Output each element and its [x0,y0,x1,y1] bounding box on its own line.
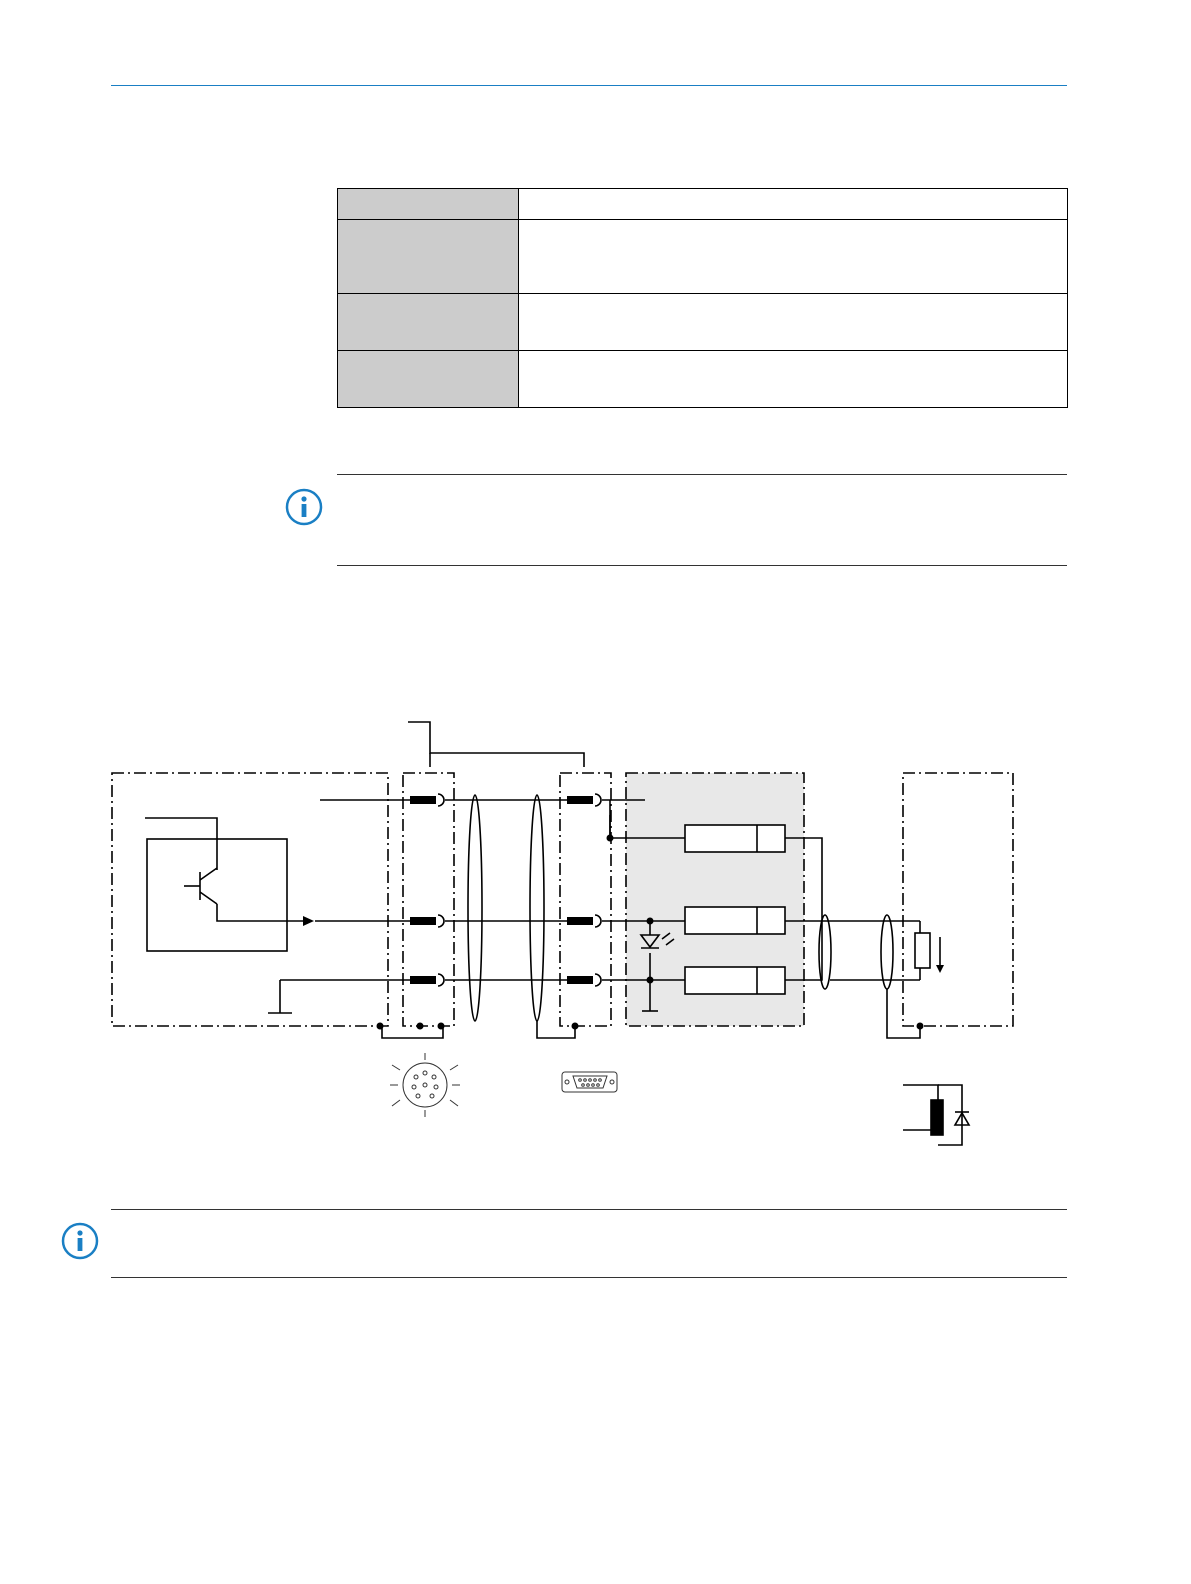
info-icon [284,487,324,527]
connector-enclosure-1 [403,773,454,1026]
table-cell-value [519,220,1068,294]
note-box [111,1209,1067,1278]
table-row [338,351,1068,408]
sensor-enclosure [112,773,388,1026]
table-cell-label [338,220,519,294]
spec-table [337,188,1068,408]
cable-shield [468,795,482,1021]
relay-box [685,907,785,934]
wiring-diagram [100,715,1030,1165]
relay-box [685,825,785,852]
table-row [338,294,1068,351]
cable-shield [819,915,831,989]
header-rule [111,85,1067,86]
table-cell-value [519,351,1068,408]
coil-symbol [931,1100,943,1135]
table-cell-label [338,189,519,220]
connector-enclosure-2 [560,773,611,1026]
table-cell-value [519,189,1068,220]
load-enclosure [903,773,1013,1026]
bracket [408,722,584,767]
round-connector-pinout-icon [390,1053,460,1117]
table-row [338,189,1068,220]
info-icon [60,1221,100,1261]
note-box [337,474,1067,566]
table-cell-label [338,351,519,408]
load-resistor [915,933,930,968]
table-row [338,220,1068,294]
table-cell-label [338,294,519,351]
cable-shield [881,915,893,989]
table-cell-value [519,294,1068,351]
relay-box [685,967,785,994]
dsub-connector-icon [562,1072,617,1092]
cable-shield [530,795,544,1021]
